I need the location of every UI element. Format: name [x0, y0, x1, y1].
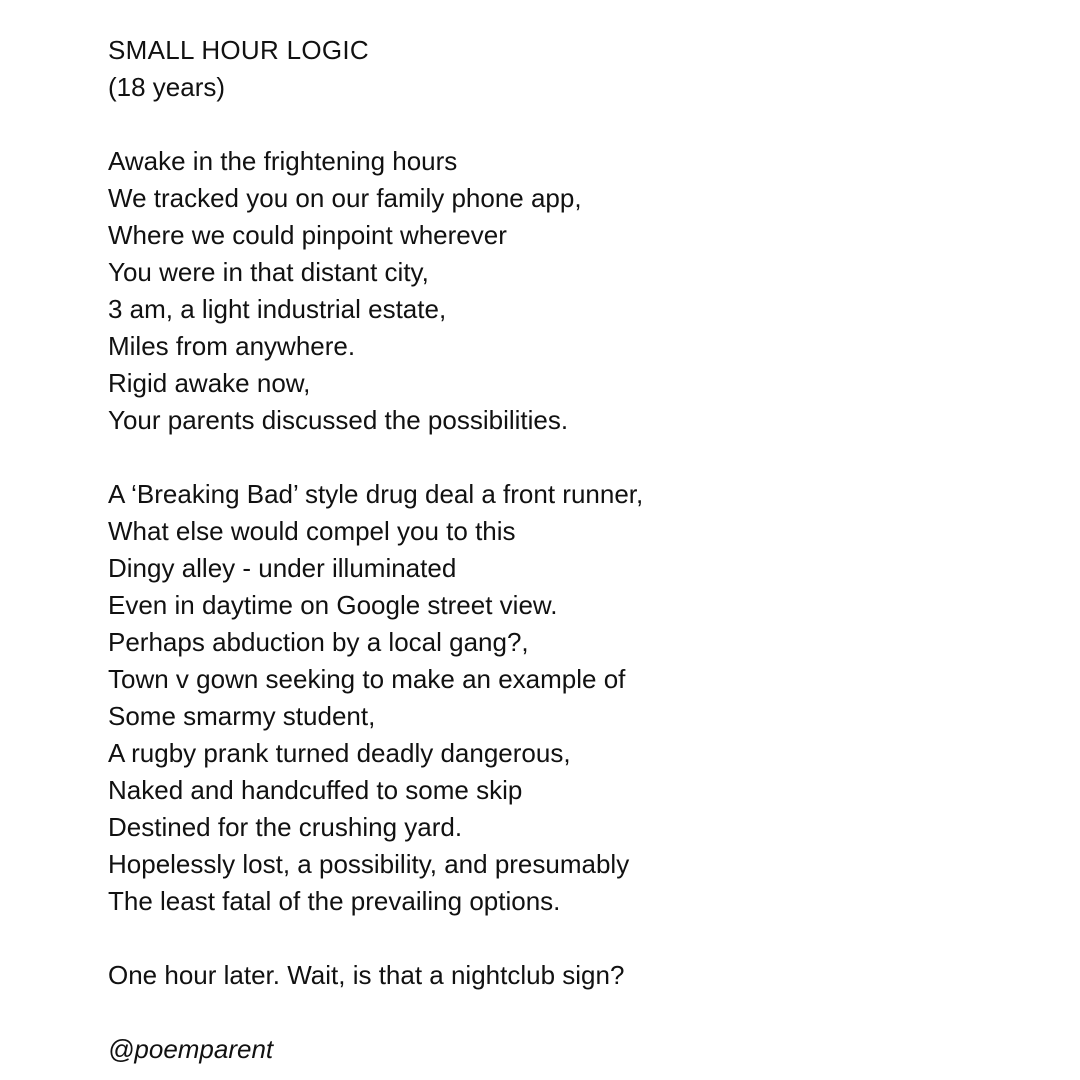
poem-line: Rigid awake now,	[108, 368, 311, 398]
poem-line: Naked and handcuffed to some skip	[108, 775, 523, 805]
poem-line: Where we could pinpoint wherever	[108, 220, 507, 250]
poem-line: Perhaps abduction by a local gang?,	[108, 627, 529, 657]
poem-line: Awake in the frightening hours	[108, 146, 458, 176]
poem-line: A rugby prank turned deadly dangerous,	[108, 738, 571, 768]
poem-line: Destined for the crushing yard.	[108, 812, 463, 842]
poem-line: A ‘Breaking Bad’ style drug deal a front runner,	[108, 479, 644, 509]
poem-line: The least fatal of the prevailing options.	[108, 886, 561, 916]
poem-line: Hopelessly lost, a possibility, and presumably	[108, 849, 630, 879]
poem-line: Even in daytime on Google street view.	[108, 590, 558, 620]
stanza-2	[108, 476, 1048, 920]
stanza-3	[108, 957, 1048, 994]
poem-line: 3 am, a light industrial estate,	[108, 294, 447, 324]
poem-line: You were in that distant city,	[108, 257, 429, 287]
stanza-1	[108, 143, 1048, 439]
poem-line: Town v gown seeking to make an example of	[108, 664, 626, 694]
poem-line: Some smarmy student,	[108, 701, 376, 731]
poem-title: SMALL HOUR LOGIC	[108, 35, 370, 65]
poem-page	[108, 32, 1048, 1068]
poem-line: Your parents discussed the possibilities.	[108, 405, 569, 435]
poem-line: What else would compel you to this	[108, 516, 516, 546]
poem-subtitle: (18 years)	[108, 72, 226, 102]
poem-line: We tracked you on our family phone app,	[108, 183, 582, 213]
poem-line: Dingy alley - under illuminated	[108, 553, 457, 583]
poem-line: Miles from anywhere.	[108, 331, 356, 361]
poem-line: One hour later. Wait, is that a nightclub sign?	[108, 960, 625, 990]
author-handle: @poemparent	[108, 1034, 274, 1064]
